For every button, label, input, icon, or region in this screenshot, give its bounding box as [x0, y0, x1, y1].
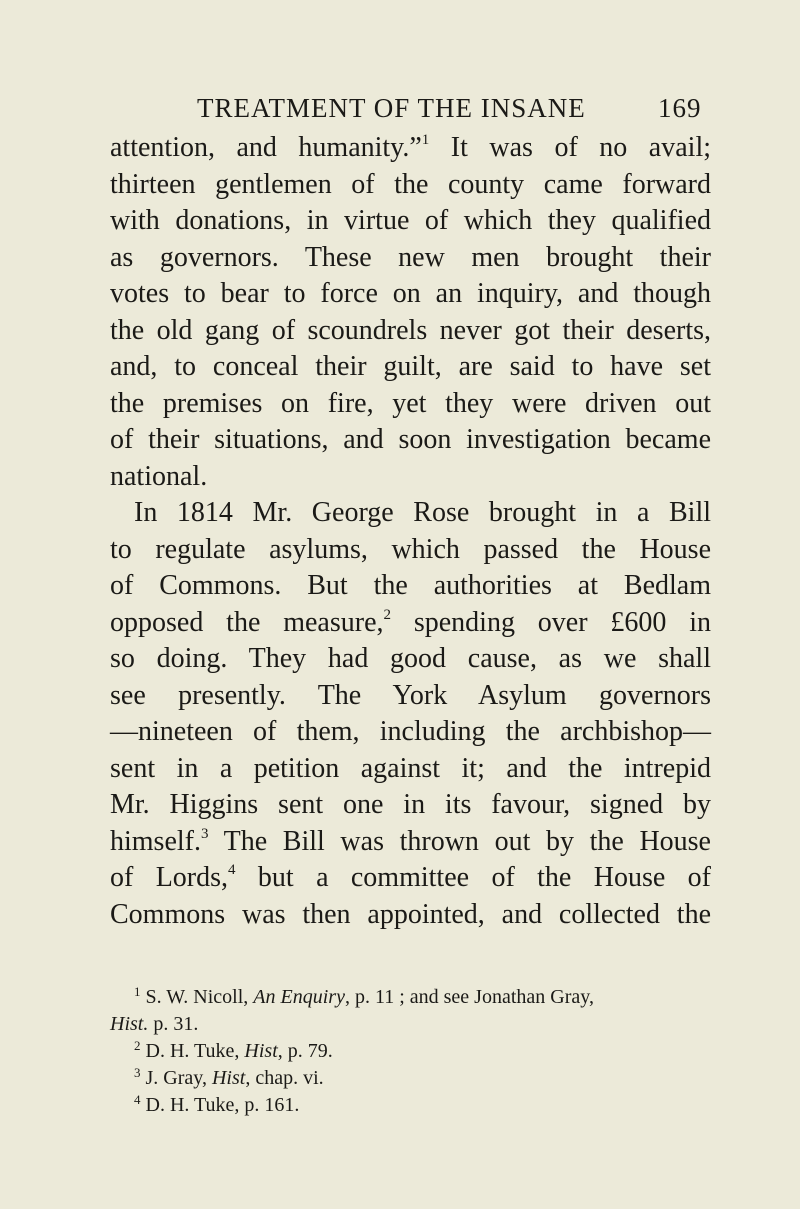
text-run: himself.	[110, 825, 201, 857]
text-run: the old gang of scoundrels never got their deserts,	[110, 314, 711, 346]
text-run: The Bill was thrown out by the House	[208, 825, 711, 857]
text-run: votes to bear to force on an inquiry, and though	[110, 278, 711, 309]
text-line	[110, 422, 711, 459]
footnote-line	[110, 1065, 711, 1092]
text-line	[110, 459, 711, 496]
text-run: D. H. Tuke,	[140, 1040, 245, 1062]
footnote-ref: 3	[134, 1065, 141, 1080]
footnote-ref: 1	[421, 132, 430, 148]
text-line	[110, 349, 711, 386]
text-run: , p. 79.	[277, 1040, 333, 1062]
text-run: of Lords,	[110, 862, 229, 893]
text-line	[110, 641, 711, 678]
text-line	[110, 824, 711, 861]
text-line	[110, 130, 711, 167]
footnote-line	[110, 1011, 711, 1038]
text-line	[110, 203, 711, 240]
text-line	[110, 495, 711, 532]
text-run: of their situations, and soon investigation became	[110, 424, 711, 455]
text-run: It was of no avail;	[429, 132, 711, 163]
text-run: , chap. vi.	[245, 1067, 324, 1089]
text-run: p. 31.	[148, 1013, 199, 1035]
text-line	[110, 386, 711, 423]
italic-text: Hist	[211, 1067, 246, 1089]
text-run: and, to conceal their guilt, are said to have set	[110, 351, 711, 382]
footnote-ref: 2	[134, 1038, 141, 1053]
text-line	[110, 313, 711, 350]
footnotes	[110, 984, 711, 1119]
page-number: 169	[658, 93, 702, 123]
text-run: but a committee of the House of	[235, 862, 711, 893]
text-run: S. W. Nicoll,	[140, 986, 254, 1008]
text-line	[110, 276, 711, 313]
italic-text: An Enquiry	[253, 986, 345, 1008]
text-run: with donations, in virtue of which they qualified	[110, 205, 711, 236]
text-run: of Commons. But the authorities at Bedlam	[110, 570, 711, 601]
text-run: as governors. These new men brought their	[110, 241, 711, 273]
footnote-ref: 4	[228, 862, 236, 878]
footnote-ref: 1	[134, 984, 141, 999]
text-run: opposed the measure,	[110, 606, 384, 638]
text-line	[110, 605, 711, 642]
text-line	[110, 787, 711, 824]
text-run: spending over £600 in	[391, 606, 711, 638]
footnote-line	[110, 984, 711, 1011]
text-run: —nineteen of them, including the archbishop—	[110, 716, 711, 747]
text-run: J. Gray,	[140, 1067, 212, 1089]
text-line	[110, 714, 711, 751]
text-run: sent in a petition against it; and the intrepid	[110, 752, 711, 784]
text-run: Mr. Higgins sent one in its favour, signed by	[110, 789, 711, 820]
text-run: Commons was then appointed, and collected the	[110, 898, 711, 930]
text-run: see presently. The York Asylum governors	[110, 679, 711, 711]
text-line	[110, 751, 711, 788]
text-line	[110, 568, 711, 605]
footnote-line	[110, 1092, 711, 1119]
text-line	[110, 167, 711, 204]
italic-text: Hist	[244, 1040, 278, 1062]
text-run: D. H. Tuke, p. 161.	[140, 1094, 300, 1116]
text-run: so doing. They had good cause, as we shall	[110, 643, 711, 674]
italic-text: Hist.	[110, 1013, 149, 1035]
text-line	[110, 860, 711, 897]
text-line	[110, 897, 711, 934]
text-run: to regulate asylums, which passed the House	[110, 533, 711, 565]
footnote-line	[110, 1038, 711, 1065]
text-run: thirteen gentlemen of the county came forward	[110, 168, 711, 200]
footnote-ref: 2	[383, 606, 391, 623]
body-text	[110, 130, 711, 933]
text-run: attention, and humanity.”	[110, 132, 422, 163]
footnote-ref: 3	[201, 825, 209, 842]
text-run: , p. 11 ; and see Jonathan Gray,	[344, 986, 594, 1008]
text-line	[110, 678, 711, 715]
text-line	[110, 240, 711, 277]
running-title: TREATMENT OF THE INSANE	[197, 93, 586, 123]
footnote-ref: 4	[134, 1092, 141, 1107]
text-run: national.	[110, 460, 208, 492]
text-run: In 1814 Mr. George Rose brought in a Bill	[134, 497, 711, 528]
text-run: the premises on fire, yet they were driven out	[110, 387, 711, 419]
text-line	[110, 532, 711, 569]
